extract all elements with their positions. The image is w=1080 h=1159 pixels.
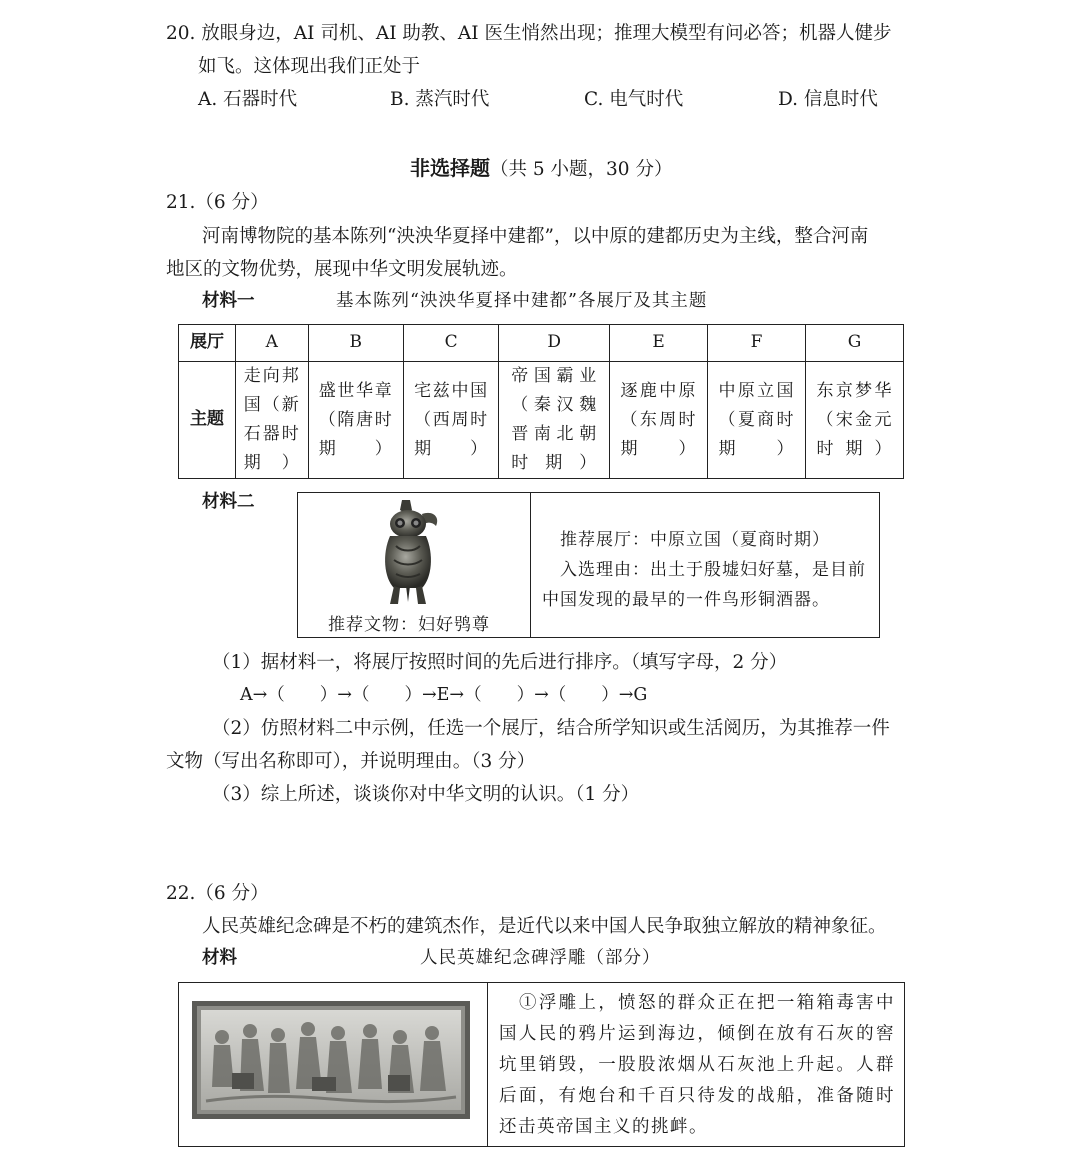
theme-b: 盛世华章（隋唐时期） [318,380,393,459]
q20-stem-line1: 20. 放眼身边，AI 司机、AI 助教、AI 医生悄然出现；推理大模型有问必答；机器人健步 [166,23,892,44]
theme-e: 逐鹿中原（东周时期） [620,380,697,459]
q20-option-d: D. 信息时代 [778,89,878,110]
q21-sub1-blank: A→（ ）→（ ）→E→（ ）→（ ）→G [240,685,648,705]
q21-number: 21.（6 分） [166,192,269,213]
exhibit-table [178,324,904,479]
q22-intro: 人民英雄纪念碑是不朽的建筑杰作，是近代以来中国人民争取独立解放的精神象征。 [202,916,887,937]
material2-reason: 入选理由：出土于殷墟妇好墓，是目前中国发现的最早的一件鸟形铜酒器。 [542,560,866,610]
table-header-row [179,325,904,362]
theme-a: 走向邦国（新石器时期） [243,366,300,473]
row-header-theme: 主题 [179,362,236,479]
theme-g: 东京梦华（宋金元时期） [816,380,893,459]
theme-f: 中原立国（夏商时期） [718,380,795,459]
q22-material-divider [487,983,488,1146]
q20-option-a: A. 石器时代 [198,89,298,110]
material1-title: 基本陈列“泱泱华夏择中建都”各展厅及其主题 [336,291,708,311]
owl-zun-vessel-image [372,496,444,608]
hall-a: A [236,325,309,362]
material2-hall: 推荐展厅：中原立国（夏商时期） [560,530,830,550]
q22-material-text: ①浮雕上，愤怒的群众正在把一箱箱毒害中国人民的鸦片运到海边，倾倒在放有石灰的窖坑里销毁，一股股浓烟从石灰池上升起。人群后面，有炮台和千百只待发的战船，准备随时还击英帝国主义的挑衅。 [499,993,895,1137]
material2-label: 材料二 [202,492,255,512]
theme-d: 帝国霸业（秦汉魏晋南北朝时期） [511,366,598,473]
q20-stem-line2: 如飞。这体现出我们正处于 [198,56,421,77]
material2-caption: 推荐文物：妇好鸮尊 [328,615,490,635]
material1-label: 材料一 [202,291,255,311]
q21-sub1: （1）据材料一，将展厅按照时间的先后进行排序。（填写字母，2 分） [212,652,788,673]
q20-option-b: B. 蒸汽时代 [390,89,490,110]
q21-intro-line2: 地区的文物优势，展现中华文明发展轨迹。 [166,259,518,280]
material2-text [542,525,870,615]
table-theme-row [179,362,904,479]
hall-e: E [610,325,708,362]
q21-sub2-line2: 文物（写出名称即可），并说明理由。（3 分） [166,751,536,772]
q21-sub2-line1: （2）仿照材料二中示例，任选一个展厅，结合所学知识或生活阅历，为其推荐一件 [212,718,890,739]
row-header-hall: 展厅 [179,325,236,362]
hall-b: B [308,325,403,362]
section-note: （共 5 小题，30 分） [490,159,673,180]
theme-c: 宅兹中国（西周时期） [414,380,489,459]
material2-divider [530,493,531,637]
q21-intro-line1: 河南博物院的基本陈列“泱泱华夏择中建都”，以中原的建都历史为主线，整合河南 [202,226,869,247]
monument-relief-image [192,1001,470,1119]
q21-sub3: （3）综上所述，谈谈你对中华文明的认识。（1 分） [212,784,640,805]
hall-f: F [708,325,806,362]
q20-option-c: C. 电气时代 [584,89,684,110]
section-title: 非选择题 [410,156,490,180]
section-heading [410,156,672,181]
q22-number: 22.（6 分） [166,883,269,904]
q22-material-label: 材料 [202,948,237,968]
hall-g: G [805,325,903,362]
q22-material-title: 人民英雄纪念碑浮雕（部分） [420,948,661,968]
hall-c: C [403,325,498,362]
hall-d: D [499,325,610,362]
